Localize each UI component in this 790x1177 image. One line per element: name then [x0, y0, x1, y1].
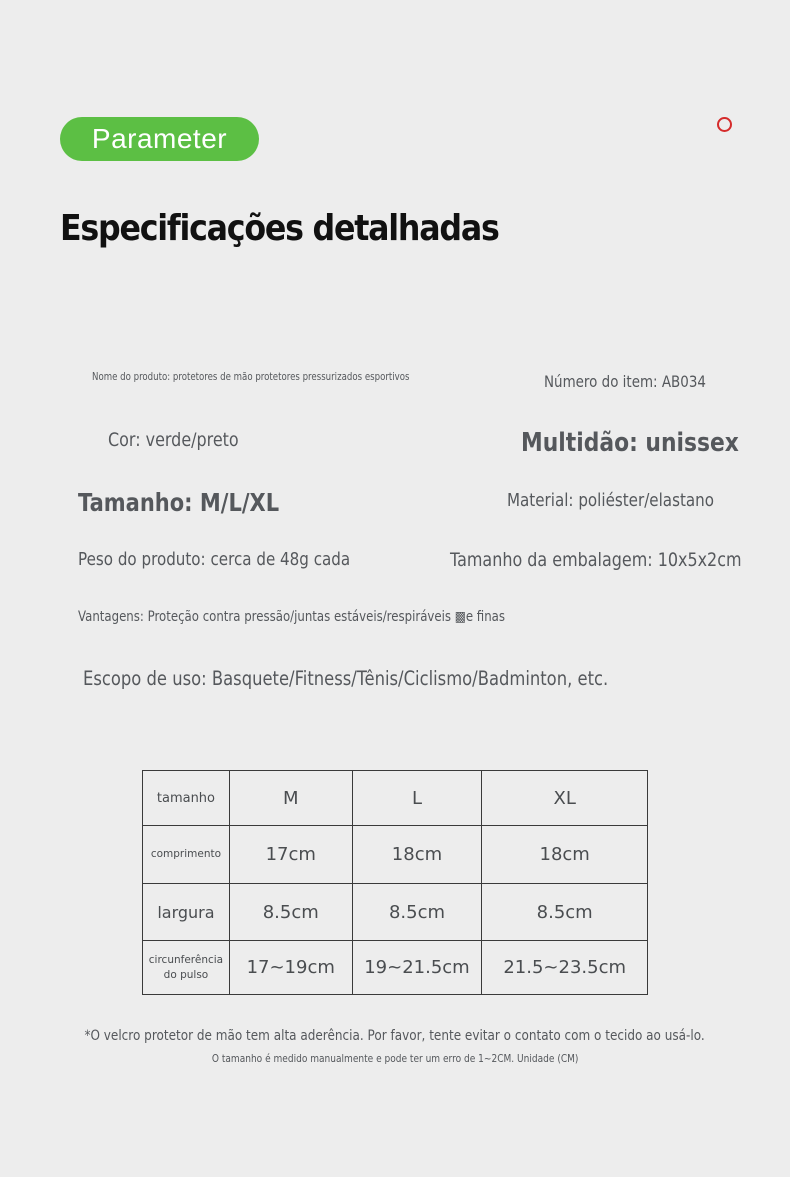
table-cell: 8.5cm — [229, 884, 352, 941]
spec-product-name: Nome do produto: protetores de mão protetores pressurizados esportivos — [92, 371, 410, 383]
header-size-xl: XL — [482, 771, 648, 826]
table-cell: 8.5cm — [482, 884, 648, 941]
table-cell: 17cm — [229, 826, 352, 884]
spec-scope: Escopo de uso: Basquete/Fitness/Tênis/Ciclismo/Badminton, etc. — [83, 667, 609, 690]
spec-crowd: Multidão: unissex — [521, 428, 739, 458]
table-row — [143, 941, 648, 995]
header-size-m: M — [229, 771, 352, 826]
velcro-note — [0, 1028, 790, 1044]
table-cell: 19~21.5cm — [352, 941, 482, 995]
spec-weight: Peso do produto: cerca de 48g cada — [78, 549, 351, 570]
table-row — [143, 826, 648, 884]
spec-size: Tamanho: M/L/XL — [78, 488, 280, 517]
circle-icon — [717, 117, 732, 132]
size-table — [142, 770, 648, 995]
page-title: Especificações detalhadas — [60, 208, 499, 249]
spec-package-size: Tamanho da embalagem: 10x5x2cm — [450, 549, 742, 571]
table-cell: 8.5cm — [352, 884, 482, 941]
parameter-badge: Parameter — [60, 117, 259, 161]
row-label: comprimento — [143, 826, 230, 884]
spec-color: Cor: verde/preto — [108, 429, 239, 451]
table-row — [143, 884, 648, 941]
spec-material: Material: poliéster/elastano — [507, 490, 714, 511]
row-label: largura — [143, 884, 230, 941]
header-size-l: L — [352, 771, 482, 826]
table-cell: 17~19cm — [229, 941, 352, 995]
measurement-note-text: O tamanho é medido manualmente e pode ter um erro de 1~2CM. Unidade (CM) — [211, 1053, 579, 1065]
header-label: tamanho — [143, 771, 230, 826]
table-header-row — [143, 771, 648, 826]
spec-item-number: Número do item: AB034 — [544, 372, 706, 391]
table-cell: 21.5~23.5cm — [482, 941, 648, 995]
spec-advantages: Vantagens: Proteção contra pressão/juntas estáveis/respiráveis ▩e finas — [78, 609, 506, 625]
velcro-note-text: *O velcro protetor de mão tem alta aderência. Por favor, tente evitar o contato com o tecido ao usá-lo. — [84, 1028, 706, 1044]
table-cell: 18cm — [482, 826, 648, 884]
row-label: circunferência do pulso — [143, 941, 230, 995]
measurement-note — [0, 1053, 790, 1065]
table-cell: 18cm — [352, 826, 482, 884]
